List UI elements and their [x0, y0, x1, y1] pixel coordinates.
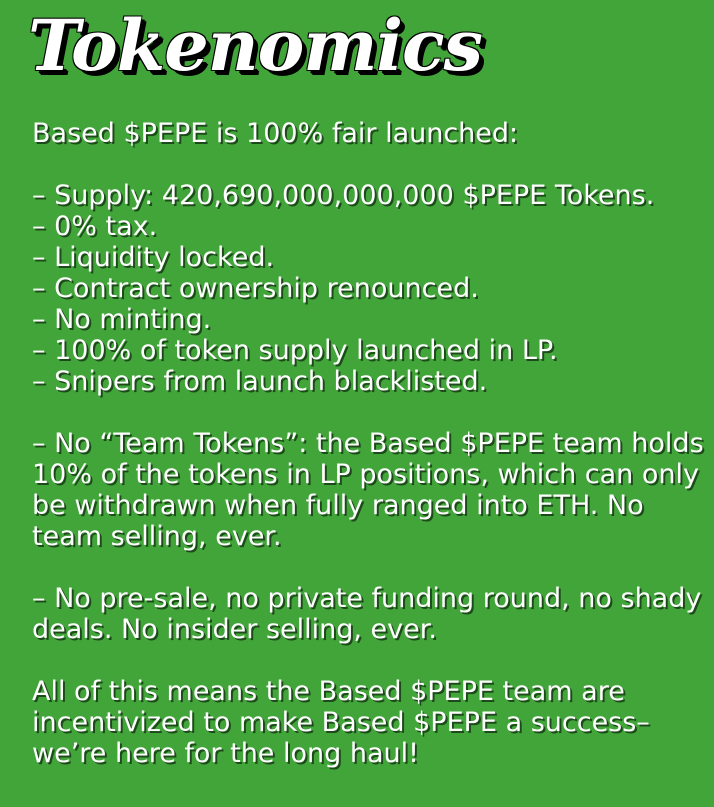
list-item-snipers: – Snipers from launch blacklisted. — [32, 366, 488, 397]
tokenomics-list — [32, 180, 710, 397]
list-item-liquidity: – Liquidity locked. — [32, 242, 275, 273]
closing-paragraph: All of this means the Based $PEPE team are incentivized to make Based $PEPE a success– we’re here for the long haul! — [32, 676, 650, 769]
list-item-ownership: – Contract ownership renounced. — [32, 273, 479, 304]
list-item-tax: – 0% tax. — [32, 211, 158, 242]
list-item-lp: – 100% of token supply launched in LP. — [32, 335, 558, 366]
list-item-minting: – No minting. — [32, 304, 212, 335]
list-item-supply: – Supply: 420,690,000,000,000 $PEPE Tokens. — [32, 180, 655, 211]
team-tokens-paragraph: – No “Team Tokens”: the Based $PEPE team holds 10% of the tokens in LP positions, which can only be withdrawn when fully ranged into ETH. No team selling, ever. — [32, 428, 704, 552]
intro-text: Based $PEPE is 100% fair launched: — [32, 118, 519, 149]
page-title: Tokenomics — [28, 4, 483, 87]
tokenomics-content — [32, 118, 710, 769]
presale-paragraph: – No pre-sale, no private funding round, no shady deals. No insider selling, ever. — [32, 583, 702, 645]
